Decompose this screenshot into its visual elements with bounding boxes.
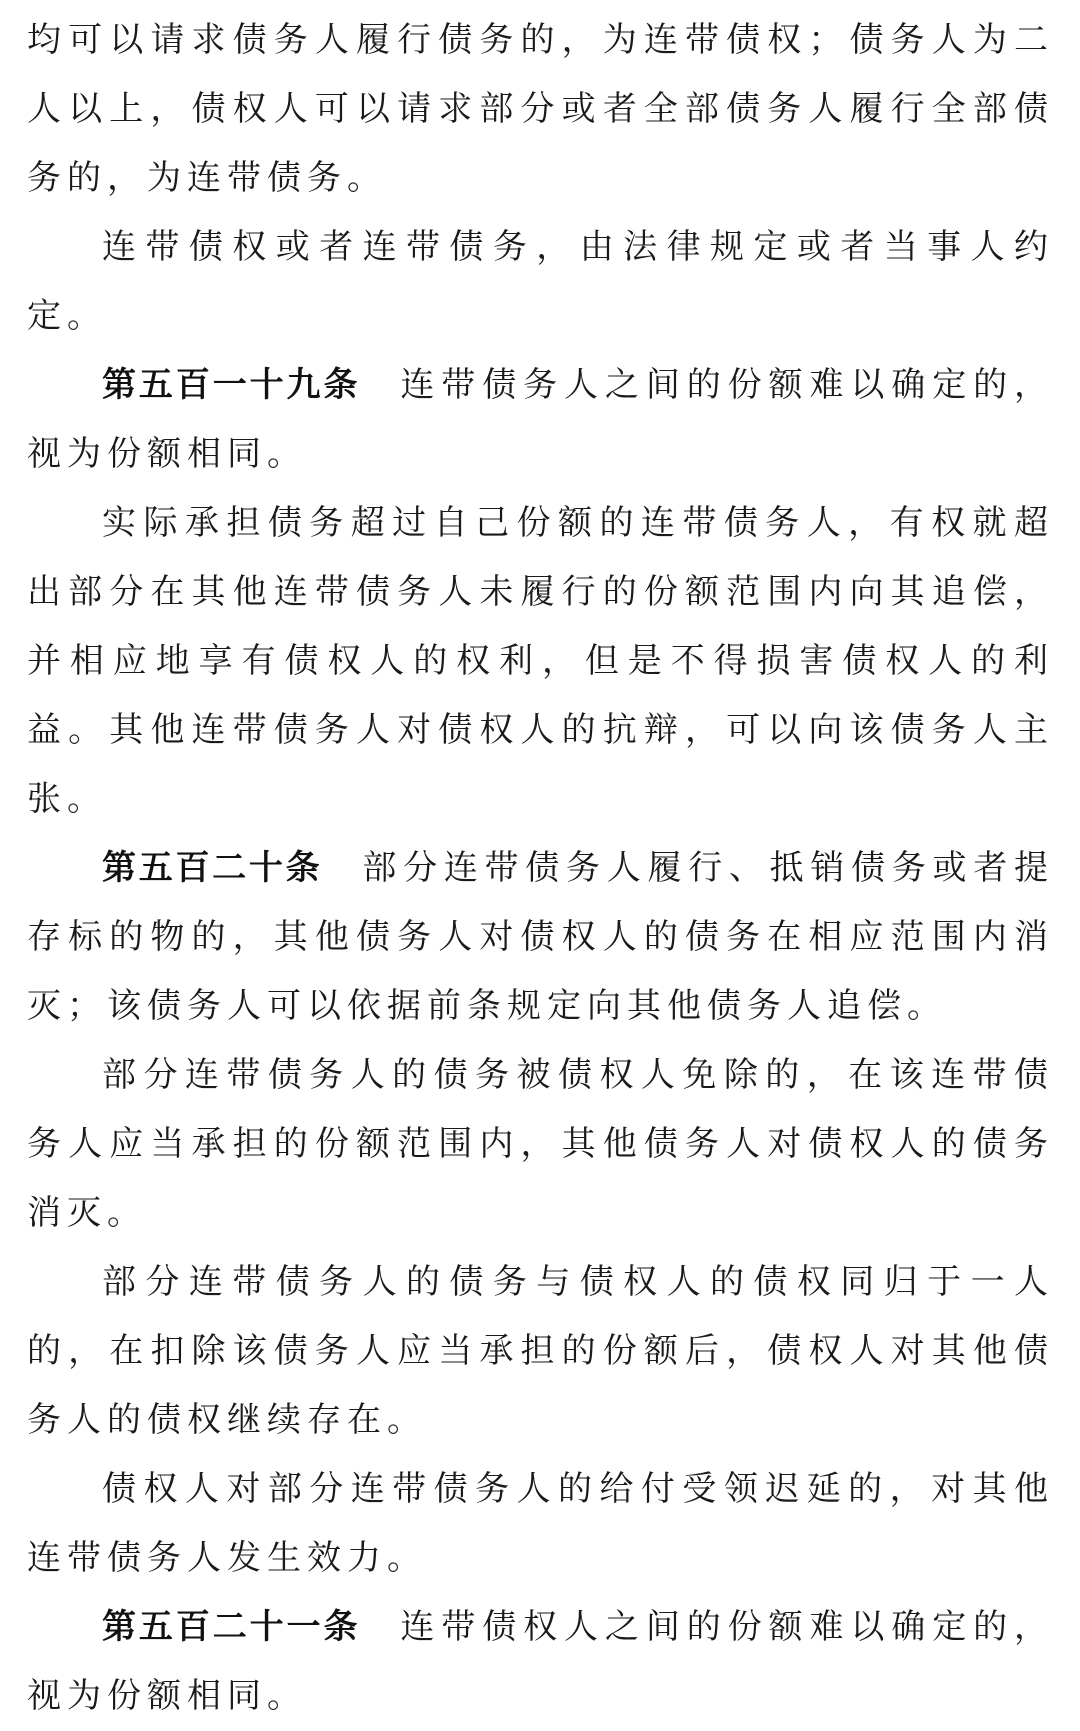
article-number: 第五百二十一条 (102, 1607, 361, 1647)
article-519 (27, 351, 1054, 489)
paragraph-text: 均可以请求债务人履行债务的，为连带债权；债务人为二人以上，债权人可以请求部分或者全部债务人履行全部债务的，为连带债务。 (27, 20, 1054, 198)
paragraph-text: 连带债权人之间的份额难以确定的，视为份额相同。 (27, 1607, 1055, 1716)
paragraph (27, 1248, 1054, 1455)
paragraph-text: 实际承担债务超过自己份额的连带债务人，有权就超出部分在其他连带债务人未履行的份额范围内向其追偿，并相应地享有债权人的权利，但是不得损害债权人的利益。其他连带债务人对债权人的抗辩，可以向该债务人主张。 (27, 503, 1054, 819)
paragraph (27, 213, 1054, 351)
article-number: 第五百一十九条 (102, 365, 361, 405)
article-520 (27, 834, 1054, 1041)
article-number: 第五百二十条 (102, 848, 323, 888)
paragraph (27, 489, 1054, 834)
paragraph-text: 债权人对部分连带债务人的给付受领迟延的，对其他连带债务人发生效力。 (27, 1469, 1054, 1578)
paragraph-text: 连带债权或者连带债务，由法律规定或者当事人约定。 (27, 227, 1054, 336)
paragraph-continued (27, 6, 1054, 213)
paragraph (27, 1041, 1054, 1248)
paragraph-text: 部分连带债务人的债务被债权人免除的，在该连带债务人应当承担的份额范围内，其他债务人对债权人的债务消灭。 (27, 1055, 1054, 1233)
paragraph (27, 1455, 1054, 1593)
paragraph-text: 连带债务人之间的份额难以确定的，视为份额相同。 (27, 365, 1055, 474)
paragraph-text: 部分连带债务人的债务与债权人的债权同归于一人的，在扣除该债务人应当承担的份额后，债权人对其他债务人的债权继续存在。 (27, 1262, 1054, 1440)
paragraph-text: 部分连带债务人履行、抵销债务或者提存标的物的，其他债务人对债权人的债务在相应范围内消灭；该债务人可以依据前条规定向其他债务人追偿。 (27, 848, 1055, 1026)
article-521 (27, 1593, 1054, 1731)
